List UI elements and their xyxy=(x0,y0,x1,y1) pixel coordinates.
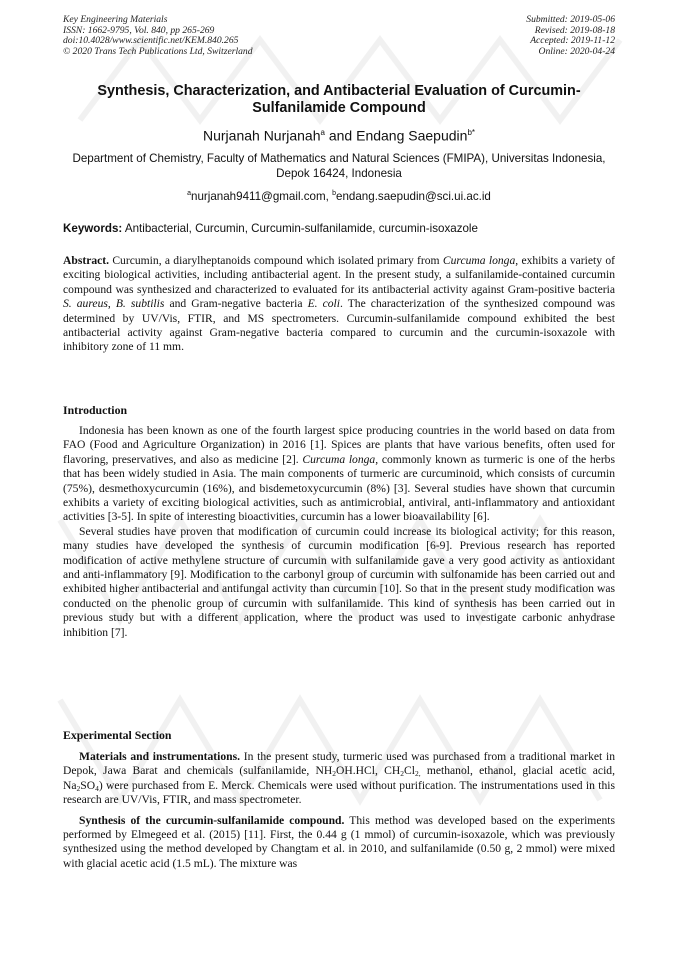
subscript: 2 xyxy=(76,783,81,793)
email-address: nurjanah9411@gmail.com, xyxy=(191,189,333,203)
submitted-date: Submitted: 2019-05-06 xyxy=(526,14,615,25)
email-mark: b xyxy=(332,190,337,197)
paragraph-text: SO xyxy=(80,778,96,792)
paragraph-text: In the present study, turmeric used was purchased from a traditional market in Depok, Jawa Barat and chemicals (sulfanilamide, NH xyxy=(63,750,615,778)
paragraph-text: , commonly known as turmeric is one of the herbs that has been widely studied in Asia. The main components of turmeric are curcuminoid, which consists of curcumin (75%), desmethoxycurcumin (16%), and bisdemetoxycurcumin (8%) [3]. Several studies have shown that curcumin exhibits a variety of exciting biological activities, such as antimicrobial, antiviral, anti-inflammatory and antioxidant activities [3-5]. In spite of interesting bioactivities, curcumin has a lower bioavailability [6]. xyxy=(63,452,615,524)
journal-name: Key Engineering Materials xyxy=(63,14,168,25)
journal-issn: ISSN: 1662-9795, Vol. 840, pp 265-269 xyxy=(63,24,215,36)
author-affil-mark: a xyxy=(320,128,325,137)
dates-header xyxy=(526,15,615,57)
abstract-paragraph xyxy=(63,254,615,355)
revised-date: Revised: 2019-08-18 xyxy=(534,24,615,36)
author-list xyxy=(0,125,678,144)
subscript: 4 xyxy=(95,783,99,793)
section-heading-experimental: Experimental Section xyxy=(63,728,172,742)
email-mark: a xyxy=(187,190,191,197)
paragraph-text: OH.HCl, CH xyxy=(336,764,401,778)
paragraph-text: Indonesia has been known as one of the fourth largest spice producing countries in the world based on data from FAO (Food and Agriculture Organization) in 2016 [1]. Spices are plants that have various benefits, often used for flavoring, preservatives, and also as medicine [2]. xyxy=(63,424,615,466)
paragraph: Several studies have proven that modification of curcumin could increase its biological activity; for this reason, many studies have developed the synthesis of curcumin modification [6-9]. Previous research has reported modification of active methylene structure of curcumin with sulfanilamide gave a very good activity as antioxidant and anti-inflammatory [9]. Modification to the carbonyl group of curcumin with sulfonamide has been carried out and exhibited higher antibacterial and antifungal activity than curcumin [10]. So that in the present study modification was conducted on the phenolic group of curcumin with sulfanilamide. This kind of synthesis has been carried out in previous study but with a different application, where the product was used to investigate carbonic anhydrase inhibition [7]. xyxy=(63,524,615,639)
email-address: endang.saepudin@sci.ui.ac.id xyxy=(336,189,491,203)
accepted-date: Accepted: 2019-11-12 xyxy=(530,35,615,47)
journal-doi: doi:10.4028/www.scientific.net/KEM.840.265 xyxy=(63,35,239,47)
subscript: 2 xyxy=(400,769,404,779)
author-name: Endang Saepudin xyxy=(356,127,468,144)
species-name: B. subtilis xyxy=(115,297,165,311)
paragraph-text: Cl xyxy=(403,764,415,778)
keywords-label: Keywords: xyxy=(63,222,123,235)
abstract-text: Curcumin, a diarylheptanoids compound which isolated primary from xyxy=(109,254,443,267)
paper-title xyxy=(40,83,638,117)
introduction-body xyxy=(63,424,615,640)
abstract-text: , xyxy=(107,297,116,311)
abstract-text: and Gram-negative bacteria xyxy=(164,297,308,311)
paragraph xyxy=(63,424,615,525)
species-name: E. coli xyxy=(307,297,340,311)
subscript: 2, xyxy=(414,769,421,779)
journal-header xyxy=(63,15,253,57)
species-name: Curcuma longa xyxy=(442,254,516,267)
subsection-label: Synthesis of the curcumin-sulfanilamide compound. xyxy=(79,813,345,827)
abstract-label: Abstract. xyxy=(63,254,110,267)
abstract xyxy=(63,254,615,355)
author-affil-mark: b* xyxy=(467,128,475,137)
abstract-text: . The characterization of the synthesized compound was determined by UV/Vis, FTIR, and MS spectrometers. Curcumin-sulfanilamide compound exhibited the best antibacterial activity against Gram-negative bacteria compared to curcumin and the curcumin-isoxazole with inhibitory zone of 11 mm. xyxy=(63,297,615,354)
keywords-text: Antibacterial, Curcumin, Curcumin-sulfanilamide, curcumin-isoxazole xyxy=(122,222,478,235)
keywords xyxy=(63,221,615,236)
title-line-2: Sulfanilamide Compound xyxy=(252,100,426,116)
paragraph-text: ) were purchased from E. Merck. Chemicals were used without purification. The instrumentations used in this research are UV/Vis, FTIR, and mass spectrometer. xyxy=(63,778,615,807)
paragraph xyxy=(63,750,615,808)
copyright-notice: © 2020 Trans Tech Publications Ltd, Switzerland xyxy=(63,45,253,57)
paragraph-text: methanol, ethanol, glacial acetic acid, Na xyxy=(63,764,615,792)
title-line-1: Synthesis, Characterization, and Antibacterial Evaluation of Curcumin- xyxy=(97,83,581,99)
species-name: S. aureus xyxy=(63,297,108,311)
author-name: Nurjanah Nurjanah xyxy=(202,127,321,144)
paragraph xyxy=(63,814,615,872)
experimental-body xyxy=(63,750,615,871)
species-name: Curcuma longa xyxy=(302,452,376,466)
author-conjunction: and xyxy=(324,127,357,144)
paragraph-text: This method was developed based on the experiments performed by Elmegeed et al. (2015) [11]. First, the 0.44 g (1 mmol) of curcumin-isoxazole, which was previously synthesized using the method developed by Changtam et al. in 2010, and sulfanilamide (0.50 g, 2 mmol) were mixed with glacial acetic acid (1.5 mL). The mixture was xyxy=(63,813,615,870)
subscript: 2 xyxy=(332,769,337,779)
section-heading-introduction: Introduction xyxy=(63,403,128,417)
online-date: Online: 2020-04-24 xyxy=(538,45,615,57)
abstract-text: , exhibits a variety of exciting biological activities, including antibacterial agent. In the present study, a sulfanilamide-contained curcumin compound was synthesized and characterized to evaluated for its antibacterial activity against Gram-positive bacteria xyxy=(63,254,615,296)
author-emails xyxy=(0,186,678,204)
subsection-label: Materials and instrumentations. xyxy=(79,750,241,763)
affiliation: Department of Chemistry, Faculty of Mathematics and Natural Sciences (FMIPA), Universitas Indonesia, Depok 16424, Indonesia xyxy=(72,152,606,180)
